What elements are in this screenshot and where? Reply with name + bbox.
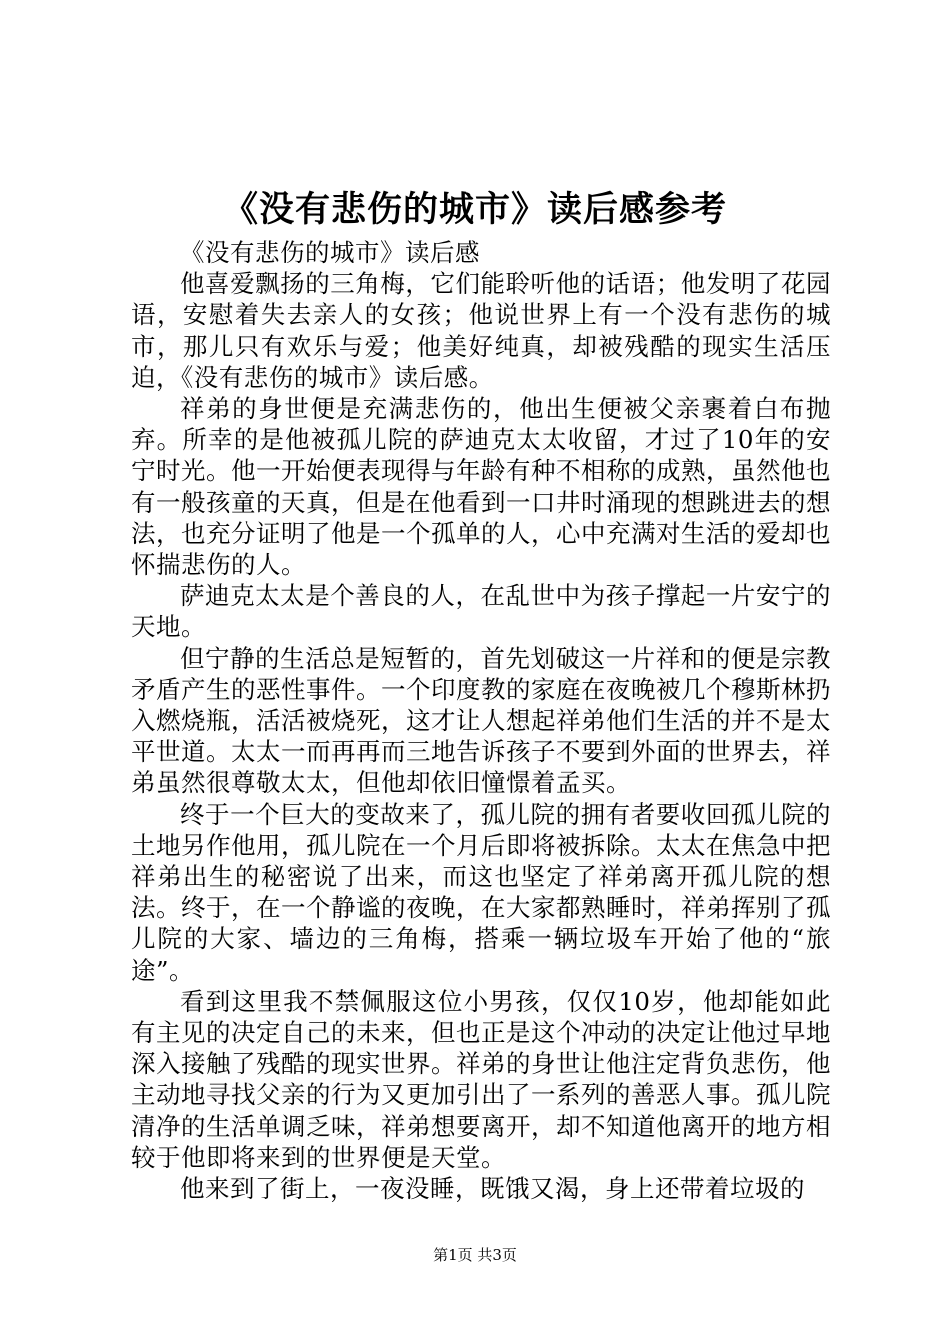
paragraph: 看到这里我不禁佩服这位小男孩，仅仅10岁，他却能如此有主见的决定自己的未来，但也正是这个冲动的决定让他过早地深入接触了残酷的现实世界。祥弟的身世让他注定背负悲伤，他主动地寻找父亲的行为又更加引出了一系列的善恶人事。孤儿院清净的生活单调乏味，祥弟想要离开，却不知道他离开的地方相较于他即将来到的世界便是天堂。	[131, 986, 831, 1172]
page-footer: 第1页 共3页	[433, 1246, 517, 1264]
paragraph: 终于一个巨大的变故来了，孤儿院的拥有者要收回孤儿院的土地另作他用，孤儿院在一个月后即将被拆除。太太在焦急中把祥弟出生的秘密说了出来，而这也坚定了祥弟离开孤儿院的想法。终于，在一个静谧的夜晚，在大家都熟睡时，祥弟挥别了孤儿院的大家、墙边的三角梅，搭乘一辆垃圾车开始了他的“旅途”。	[131, 799, 831, 985]
document-body	[131, 237, 831, 1204]
paragraph: 他来到了街上，一夜没睡，既饿又渴，身上还带着垃圾的	[180, 1174, 805, 1204]
document-title: 《没有悲伤的城市》读后感参考	[222, 189, 727, 230]
paragraph: 但宁静的生活总是短暂的，首先划破这一片祥和的便是宗教矛盾产生的恶性事件。一个印度教的家庭在夜晚被几个穆斯林扔入燃烧瓶，活活被烧死，这才让人想起祥弟他们生活的并不是太平世道。太太一而再再而三地告诉孩子不要到外面的世界去，祥弟虽然很尊敬太太，但他却依旧憧憬着孟买。	[131, 643, 831, 798]
paragraph: 他喜爱飘扬的三角梅，它们能聆听他的话语；他发明了花园语，安慰着失去亲人的女孩；他说世界上有一个没有悲伤的城市，那儿只有欢乐与爱；他美好纯真，却被残酷的现实生活压迫，《没有悲伤的城市》读后感。	[131, 269, 831, 392]
paragraph: 萨迪克太太是个善良的人，在乱世中为孩子撑起一片安宁的天地。	[131, 581, 831, 642]
paragraph-subtitle: 《没有悲伤的城市》读后感	[180, 238, 480, 267]
paragraph: 祥弟的身世便是充满悲伤的，他出生便被父亲裹着白布抛弃。所幸的是他被孤儿院的萨迪克太太收留，才过了10年的安宁时光。他一开始便表现得与年龄有种不相称的成熟，虽然他也有一般孩童的天真，但是在他看到一口井时涌现的想跳进去的想法，也充分证明了他是一个孤单的人，心中充满对生活的爱却也怀揣悲伤的人。	[131, 394, 831, 580]
